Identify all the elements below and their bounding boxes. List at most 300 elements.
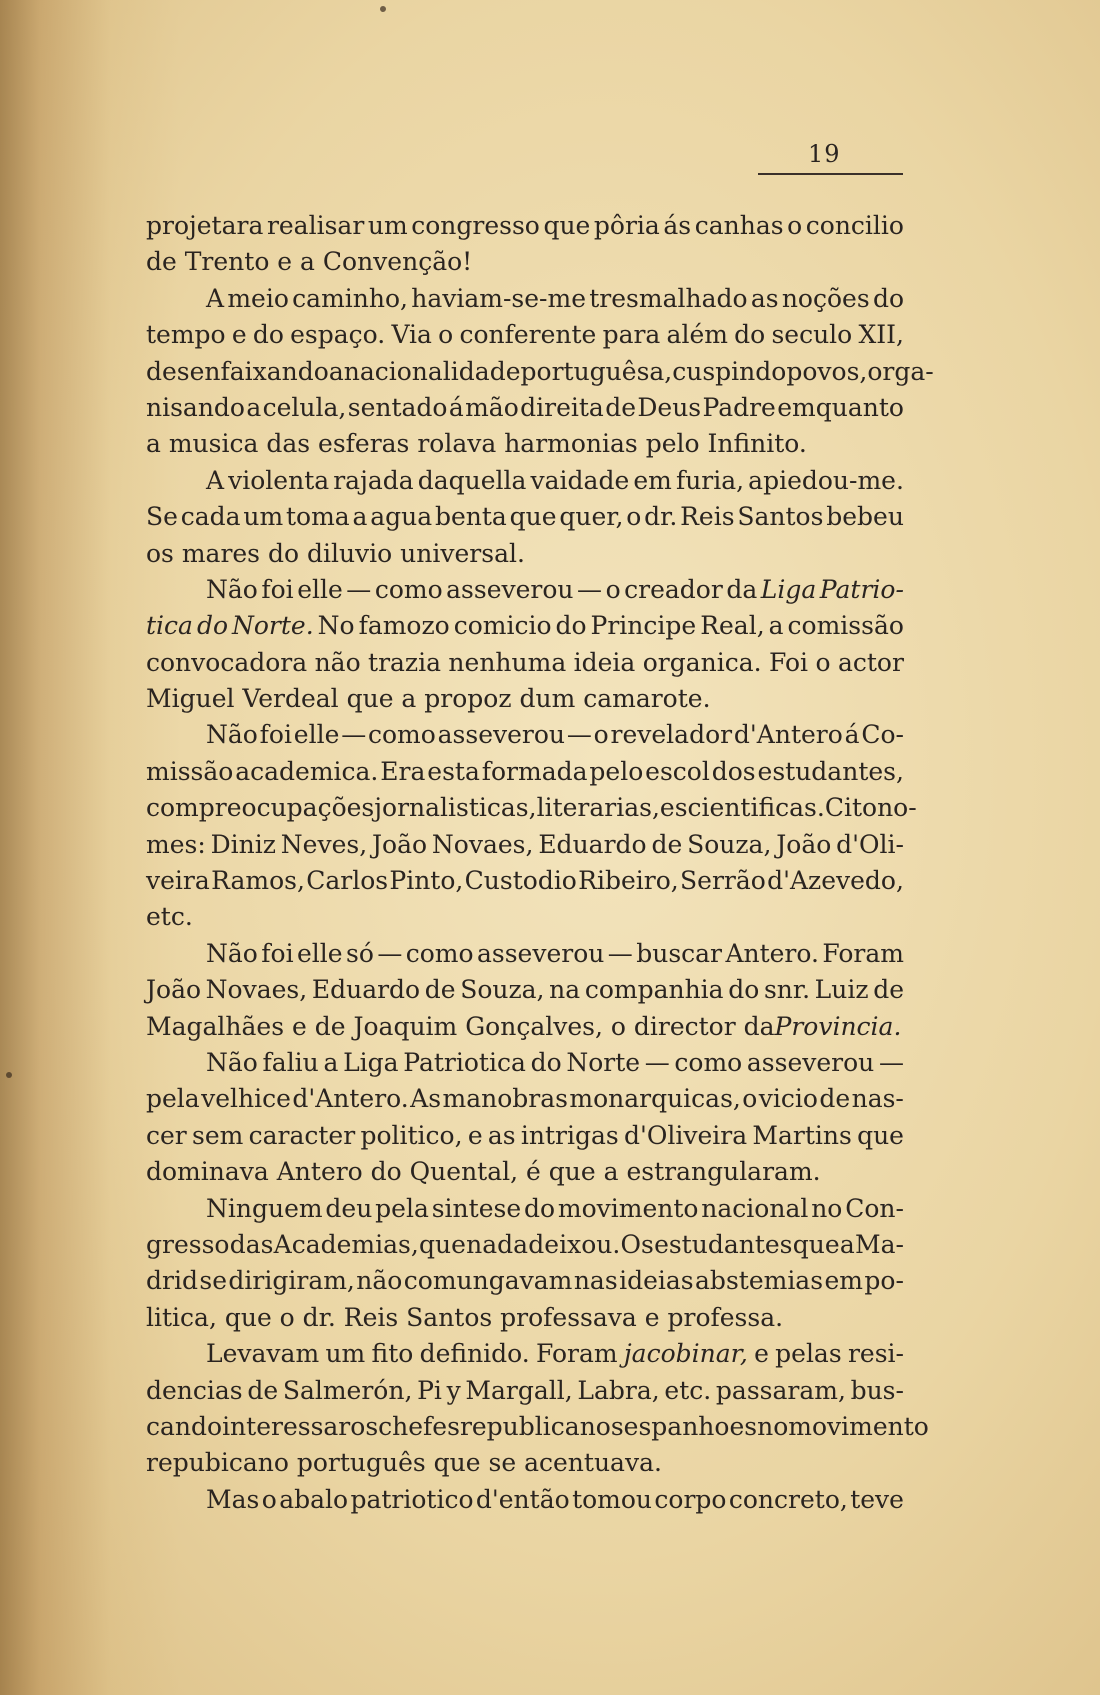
word: XII, bbox=[858, 320, 904, 350]
text-line bbox=[146, 1409, 929, 1445]
word: Ramos, bbox=[211, 866, 305, 896]
word: Eduardo bbox=[538, 829, 647, 859]
word: realisar bbox=[266, 211, 365, 240]
word: fito bbox=[371, 1339, 414, 1369]
word: como bbox=[405, 938, 474, 968]
word: de bbox=[651, 829, 683, 859]
word: — bbox=[607, 938, 633, 968]
word: no bbox=[811, 1193, 843, 1223]
word: escol bbox=[645, 756, 710, 786]
word: do bbox=[196, 611, 228, 641]
header-rule bbox=[758, 173, 903, 175]
word: sem bbox=[192, 1120, 244, 1150]
word: vicio bbox=[758, 1084, 818, 1114]
word: dirigiram, bbox=[228, 1266, 355, 1296]
word: trazia bbox=[368, 647, 442, 677]
word: concreto, bbox=[728, 1484, 848, 1514]
word: Liga bbox=[343, 1047, 399, 1077]
word: — bbox=[346, 574, 372, 604]
word: nenhuma bbox=[448, 647, 567, 677]
word: violenta bbox=[228, 465, 330, 495]
word: nada bbox=[466, 1229, 529, 1259]
word: meio bbox=[227, 283, 289, 313]
word: Norte bbox=[566, 1047, 641, 1077]
word: Cito bbox=[824, 793, 878, 823]
word: Luiz bbox=[814, 975, 869, 1005]
word: elle bbox=[293, 720, 340, 750]
word: — bbox=[577, 574, 603, 604]
word: d'Azevedo, bbox=[767, 866, 904, 896]
word: benta bbox=[434, 502, 507, 532]
text-line bbox=[146, 1373, 904, 1409]
word: Santos bbox=[737, 502, 824, 532]
word: academica. bbox=[235, 756, 379, 786]
word: y bbox=[446, 1375, 461, 1405]
word: cuspindo bbox=[672, 356, 787, 386]
text-line bbox=[146, 281, 904, 317]
word: pela bbox=[375, 1193, 429, 1223]
text-line bbox=[146, 1191, 904, 1227]
word: abstemias bbox=[695, 1266, 824, 1296]
word: Ribeiro, bbox=[578, 866, 679, 896]
word: na bbox=[549, 975, 581, 1005]
word: tomou bbox=[572, 1484, 653, 1514]
word: Se bbox=[146, 502, 178, 532]
word: Não bbox=[206, 1047, 258, 1077]
text-line bbox=[146, 354, 934, 390]
word: á bbox=[844, 720, 860, 750]
word: jornalisticas, bbox=[374, 793, 537, 823]
word: dencias bbox=[146, 1375, 243, 1405]
word: a bbox=[839, 1229, 855, 1259]
word: Liga bbox=[760, 574, 817, 604]
text-line bbox=[146, 208, 904, 244]
text-line: Miguel Verdeal que a propoz dum camarote. bbox=[146, 684, 711, 714]
word: emquanto bbox=[777, 392, 904, 422]
word: Norte. bbox=[231, 611, 314, 641]
word: cada bbox=[180, 502, 241, 532]
word: portuguêsa, bbox=[520, 356, 673, 386]
word: ás bbox=[663, 211, 692, 240]
word: não bbox=[356, 1266, 403, 1296]
word: além bbox=[666, 320, 728, 350]
word: Co- bbox=[861, 720, 904, 750]
word: pelo bbox=[589, 756, 644, 786]
word: teve bbox=[850, 1484, 904, 1514]
ink-spot bbox=[6, 1072, 12, 1078]
word: mão bbox=[465, 392, 519, 422]
text-line: os mares do diluvio universal. bbox=[146, 538, 525, 568]
word: resi- bbox=[847, 1339, 904, 1369]
word: João bbox=[146, 975, 202, 1005]
word: Não bbox=[206, 574, 258, 604]
word: á bbox=[448, 392, 464, 422]
word: tica bbox=[146, 611, 193, 641]
word: Principe bbox=[590, 611, 697, 641]
word: os bbox=[350, 1411, 379, 1441]
word: corpo bbox=[654, 1484, 727, 1514]
word: bus- bbox=[850, 1375, 904, 1405]
word: um bbox=[367, 211, 408, 240]
word: não bbox=[314, 647, 361, 677]
word: o bbox=[626, 502, 642, 532]
word: — bbox=[377, 938, 403, 968]
word: sentado bbox=[347, 392, 448, 422]
word: literarias, bbox=[536, 793, 660, 823]
word: Margall, bbox=[465, 1375, 573, 1405]
word: a bbox=[323, 1047, 339, 1077]
word: e bbox=[467, 1120, 483, 1150]
text-line bbox=[146, 972, 904, 1008]
word: nas bbox=[573, 1266, 618, 1296]
word: Patrio- bbox=[819, 574, 904, 604]
text-line bbox=[146, 717, 904, 753]
word: o bbox=[787, 211, 803, 240]
word: asseverou bbox=[476, 938, 605, 968]
word: Ninguem bbox=[206, 1193, 323, 1223]
word: Foram bbox=[822, 938, 904, 968]
word: do bbox=[872, 283, 904, 313]
word: cando bbox=[146, 1411, 223, 1441]
word: nas- bbox=[851, 1084, 904, 1114]
word: o bbox=[261, 1484, 277, 1514]
word: — bbox=[878, 1047, 904, 1077]
word: o bbox=[438, 320, 454, 350]
word: foi bbox=[261, 574, 294, 604]
word: as bbox=[487, 1120, 516, 1150]
word: veira bbox=[146, 866, 210, 896]
word: Foram bbox=[536, 1339, 618, 1369]
word: a bbox=[246, 392, 262, 422]
word: noções bbox=[781, 283, 870, 313]
word: Academias, bbox=[273, 1229, 419, 1259]
text-line bbox=[146, 936, 904, 972]
word: elle bbox=[297, 938, 343, 968]
word: um bbox=[243, 502, 284, 532]
word: pela bbox=[146, 1084, 200, 1114]
body-text bbox=[146, 208, 934, 1518]
word: João bbox=[372, 829, 428, 859]
word: dr. bbox=[644, 502, 678, 532]
word: foi bbox=[261, 938, 294, 968]
word: Souza, bbox=[460, 975, 545, 1005]
word: Era bbox=[380, 756, 426, 786]
word: cer bbox=[146, 1120, 187, 1150]
text-line bbox=[146, 463, 904, 499]
word: a bbox=[768, 611, 784, 641]
word: seculo bbox=[771, 320, 853, 350]
word: scientificas. bbox=[674, 793, 825, 823]
text-line bbox=[146, 827, 904, 863]
word: o bbox=[815, 647, 831, 677]
text-line bbox=[146, 754, 904, 790]
word: de bbox=[873, 975, 904, 1005]
ink-spot bbox=[380, 6, 386, 12]
text-line: dominava Antero do Quental, é que a estrangularam. bbox=[146, 1157, 821, 1187]
word: deu bbox=[325, 1193, 373, 1223]
word: nisando bbox=[146, 392, 245, 422]
word: do bbox=[530, 1047, 562, 1077]
text-line: Magalhães e de Joaquim Gonçalves, o director da Provincia. bbox=[146, 1009, 904, 1045]
word: um bbox=[325, 1339, 366, 1369]
word: preocupações bbox=[198, 793, 375, 823]
word: gresso bbox=[146, 1229, 230, 1259]
word: foi bbox=[259, 720, 292, 750]
word: Souza, bbox=[687, 829, 772, 859]
word: furia, bbox=[675, 465, 745, 495]
word: movimento bbox=[788, 1411, 929, 1441]
text-line bbox=[146, 1336, 904, 1372]
word: Mas bbox=[206, 1484, 260, 1514]
word: agua bbox=[370, 502, 433, 532]
text-line: a musica das esferas rolava harmonias pelo Infinito. bbox=[146, 429, 807, 459]
word: no- bbox=[877, 793, 917, 823]
word: estudantes bbox=[654, 1229, 793, 1259]
word: asseverou bbox=[446, 574, 574, 604]
word: etc. bbox=[664, 1375, 712, 1405]
word: de bbox=[819, 1084, 851, 1114]
word: ideia bbox=[573, 647, 636, 677]
word: toma bbox=[286, 502, 350, 532]
word: que bbox=[792, 1229, 840, 1259]
word: o bbox=[605, 574, 621, 604]
text-line bbox=[146, 1482, 904, 1518]
word: daquella bbox=[417, 465, 527, 495]
word: republicanos bbox=[459, 1411, 624, 1441]
word: Custodio bbox=[464, 866, 577, 896]
text-line: de Trento e a Convenção! bbox=[146, 247, 473, 277]
word: jacobinar, bbox=[623, 1339, 748, 1369]
word: comissão bbox=[787, 611, 904, 641]
text-line bbox=[146, 499, 904, 535]
word: comungavam bbox=[403, 1266, 573, 1296]
word: Via bbox=[391, 320, 432, 350]
word: haviam-se-me bbox=[411, 283, 586, 313]
word: como bbox=[374, 574, 443, 604]
text-line bbox=[146, 317, 904, 353]
word: revelador bbox=[610, 720, 733, 750]
word: famozo bbox=[358, 611, 450, 641]
word: Novaes, bbox=[431, 829, 534, 859]
word: d'então bbox=[475, 1484, 570, 1514]
word: creador bbox=[624, 574, 723, 604]
word: organica. bbox=[642, 647, 762, 677]
text-line bbox=[146, 1081, 904, 1117]
word: Ma- bbox=[854, 1229, 904, 1259]
word: po- bbox=[864, 1266, 904, 1296]
page-number: 19 bbox=[808, 140, 841, 168]
word: a bbox=[352, 502, 368, 532]
text-line bbox=[146, 1118, 904, 1154]
word: caracter bbox=[248, 1120, 356, 1150]
text-line: repubicano português que se acentuava. bbox=[146, 1448, 662, 1478]
word: bebeu bbox=[826, 502, 904, 532]
word: caminho, bbox=[292, 283, 408, 313]
text-line: etc. bbox=[146, 902, 193, 932]
word: A bbox=[206, 465, 225, 495]
word: congresso bbox=[411, 211, 540, 240]
word: Salmerón, bbox=[282, 1375, 413, 1405]
word: apiedou-me. bbox=[748, 465, 904, 495]
word: do bbox=[728, 975, 760, 1005]
word: desenfaixando bbox=[146, 356, 329, 386]
word: intrigas bbox=[520, 1120, 619, 1150]
word: asseverou bbox=[437, 720, 566, 750]
word: que bbox=[419, 1229, 466, 1259]
word: pôria bbox=[593, 211, 660, 240]
word: rajada bbox=[333, 465, 414, 495]
word: celula, bbox=[262, 392, 347, 422]
text-line bbox=[146, 1263, 904, 1299]
word: no bbox=[757, 1411, 789, 1441]
word: a bbox=[328, 356, 344, 386]
word: João bbox=[776, 829, 832, 859]
word: interessar bbox=[222, 1411, 351, 1441]
word: e bbox=[231, 320, 247, 350]
word: d'Oliveira bbox=[623, 1120, 748, 1150]
word: que bbox=[543, 211, 591, 240]
word: as bbox=[750, 283, 779, 313]
word: Os bbox=[620, 1229, 654, 1259]
word: Neves, bbox=[280, 829, 368, 859]
text-line bbox=[146, 390, 904, 426]
word: do bbox=[252, 320, 284, 350]
word: vaidade bbox=[530, 465, 630, 495]
word: faliu bbox=[262, 1047, 319, 1077]
word: deixou. bbox=[528, 1229, 621, 1259]
word: Não bbox=[206, 938, 258, 968]
word: canhas bbox=[694, 211, 784, 240]
word: — bbox=[341, 720, 367, 750]
word: mes: bbox=[146, 829, 206, 859]
word: para bbox=[602, 320, 661, 350]
word: do bbox=[523, 1193, 556, 1223]
word: concilio bbox=[805, 211, 904, 240]
word: das bbox=[229, 1229, 274, 1259]
word: formada bbox=[481, 756, 588, 786]
word: como bbox=[674, 1047, 743, 1077]
word: espaço. bbox=[290, 320, 386, 350]
word: e bbox=[754, 1339, 769, 1369]
word: patriotico bbox=[350, 1484, 474, 1514]
word: abalo bbox=[279, 1484, 349, 1514]
word: só bbox=[346, 938, 374, 968]
word: com bbox=[146, 793, 199, 823]
word: politico, bbox=[360, 1120, 463, 1150]
word: espanhoes bbox=[623, 1411, 758, 1441]
word: velhice bbox=[201, 1084, 291, 1114]
word: d'Oli- bbox=[836, 829, 904, 859]
word: asseverou bbox=[746, 1047, 875, 1077]
word: Martins bbox=[752, 1120, 852, 1150]
word: estudantes, bbox=[757, 756, 904, 786]
word: povos, bbox=[786, 356, 868, 386]
word: companhia bbox=[584, 975, 724, 1005]
text-line bbox=[146, 863, 904, 899]
word: Reis bbox=[680, 502, 735, 532]
word: da bbox=[726, 574, 758, 604]
word: A bbox=[206, 283, 225, 313]
word: tresmalhado bbox=[589, 283, 748, 313]
word: conferente bbox=[459, 320, 597, 350]
word: pelas bbox=[775, 1339, 842, 1369]
word: d'Antero bbox=[733, 720, 843, 750]
word: do bbox=[555, 611, 587, 641]
word: Não bbox=[206, 720, 258, 750]
word: nacional bbox=[701, 1193, 809, 1223]
word: monarquicas, bbox=[569, 1084, 741, 1114]
italic-text: Provincia. bbox=[774, 1011, 902, 1041]
word: tempo bbox=[146, 320, 226, 350]
word: No bbox=[317, 611, 355, 641]
text-line bbox=[146, 572, 904, 608]
word: quer, bbox=[559, 502, 624, 532]
word: definido. bbox=[419, 1339, 530, 1369]
word: snr. bbox=[763, 975, 811, 1005]
word: Antero. bbox=[725, 938, 819, 968]
word: projetara bbox=[146, 211, 264, 240]
word: manobras bbox=[442, 1084, 568, 1114]
word: Pinto, bbox=[389, 866, 464, 896]
word: drid bbox=[146, 1266, 198, 1296]
word: o bbox=[593, 720, 609, 750]
word: As bbox=[410, 1084, 442, 1114]
word: e bbox=[659, 793, 675, 823]
word: como bbox=[368, 720, 436, 750]
word: missão bbox=[146, 756, 234, 786]
word: passaram, bbox=[715, 1375, 846, 1405]
word: orga- bbox=[867, 356, 934, 386]
text-line bbox=[146, 1045, 904, 1081]
text-line bbox=[146, 790, 917, 826]
word: — bbox=[566, 720, 592, 750]
word: Foi bbox=[769, 647, 809, 677]
word: do bbox=[734, 320, 766, 350]
word: ideias bbox=[619, 1266, 694, 1296]
text-line bbox=[146, 608, 904, 644]
word: Novaes, bbox=[205, 975, 308, 1005]
word: nacionalidade bbox=[343, 356, 521, 386]
word: elle bbox=[297, 574, 343, 604]
word: Diniz bbox=[210, 829, 276, 859]
word: sintese bbox=[431, 1193, 522, 1223]
word: de bbox=[247, 1375, 279, 1405]
word: Con- bbox=[845, 1193, 904, 1223]
word: actor bbox=[837, 647, 904, 677]
word: se bbox=[199, 1266, 227, 1296]
word: que bbox=[857, 1120, 904, 1150]
word: Levavam bbox=[206, 1339, 320, 1369]
word: chefes bbox=[378, 1411, 460, 1441]
text-line: litica, que o dr. Reis Santos professava e professa. bbox=[146, 1302, 784, 1332]
word: — bbox=[644, 1047, 670, 1077]
word: Labra, bbox=[577, 1375, 660, 1405]
word: dos bbox=[711, 756, 756, 786]
word: buscar bbox=[636, 938, 723, 968]
word: Pi bbox=[417, 1375, 442, 1405]
text-line bbox=[146, 1227, 904, 1263]
word: convocadora bbox=[146, 647, 308, 677]
word: Padre bbox=[702, 392, 776, 422]
word: em bbox=[824, 1266, 863, 1296]
word: em bbox=[633, 465, 672, 495]
word: Deus bbox=[637, 392, 702, 422]
word: Serrão bbox=[680, 866, 766, 896]
word: d'Antero. bbox=[292, 1084, 409, 1114]
word: Carlos bbox=[306, 866, 389, 896]
word: que bbox=[509, 502, 557, 532]
word: de bbox=[605, 392, 636, 422]
